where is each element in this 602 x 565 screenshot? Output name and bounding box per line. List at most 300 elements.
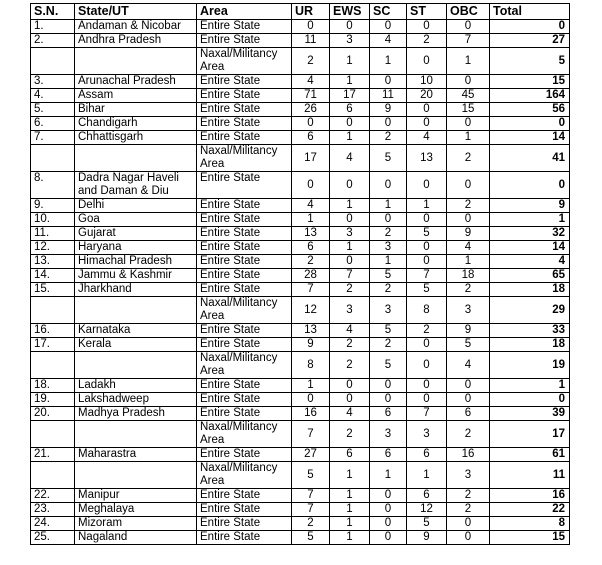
cell-sn: 6. [31, 117, 75, 131]
cell-ews: 2 [330, 338, 370, 352]
cell-st: 0 [407, 338, 447, 352]
cell-ews: 3 [330, 34, 370, 48]
cell-total: 22 [490, 503, 570, 517]
table-row [31, 20, 570, 34]
cell-sc: 0 [370, 75, 407, 89]
cell-ews: 2 [330, 283, 370, 297]
cell-sn: 7. [31, 131, 75, 145]
cell-state: Goa [75, 213, 197, 227]
cell-state: Assam [75, 89, 197, 103]
cell-state: Karnataka [75, 324, 197, 338]
header-ur: UR [292, 4, 330, 20]
cell-sc: 3 [370, 297, 407, 324]
cell-st: 20 [407, 89, 447, 103]
cell-sc: 11 [370, 89, 407, 103]
table-row [31, 172, 570, 199]
cell-st: 5 [407, 283, 447, 297]
cell-area: Entire State [197, 89, 292, 103]
table-row [31, 297, 570, 324]
cell-st: 0 [407, 241, 447, 255]
cell-sc: 0 [370, 172, 407, 199]
table-row [31, 448, 570, 462]
cell-area: Entire State [197, 338, 292, 352]
table-row [31, 48, 570, 75]
cell-area: Naxal/Militancy Area [197, 48, 292, 75]
cell-state: Jammu & Kashmir [75, 269, 197, 283]
cell-area: Entire State [197, 34, 292, 48]
cell-area: Entire State [197, 379, 292, 393]
table-row [31, 269, 570, 283]
cell-ur: 7 [292, 283, 330, 297]
cell-sc: 3 [370, 241, 407, 255]
cell-ur: 0 [292, 117, 330, 131]
cell-ews: 0 [330, 255, 370, 269]
cell-ews: 1 [330, 462, 370, 489]
table-row [31, 199, 570, 213]
cell-sc: 0 [370, 393, 407, 407]
cell-st: 2 [407, 34, 447, 48]
cell-state: Maharastra [75, 448, 197, 462]
cell-ur: 13 [292, 227, 330, 241]
cell-ews: 1 [330, 517, 370, 531]
cell-sn [31, 352, 75, 379]
table-row [31, 75, 570, 89]
cell-state: Dadra Nagar Haveli and Daman & Diu [75, 172, 197, 199]
cell-sc: 3 [370, 421, 407, 448]
cell-total: 29 [490, 297, 570, 324]
cell-state: Haryana [75, 241, 197, 255]
cell-state: Gujarat [75, 227, 197, 241]
cell-obc: 9 [447, 324, 490, 338]
cell-sc: 0 [370, 503, 407, 517]
cell-ews: 7 [330, 269, 370, 283]
cell-area: Entire State [197, 227, 292, 241]
cell-ur: 1 [292, 379, 330, 393]
cell-total: 0 [490, 20, 570, 34]
cell-obc: 0 [447, 75, 490, 89]
cell-total: 0 [490, 393, 570, 407]
cell-area: Entire State [197, 489, 292, 503]
cell-sn: 18. [31, 379, 75, 393]
cell-sn: 25. [31, 531, 75, 545]
cell-ur: 7 [292, 489, 330, 503]
cell-sn: 3. [31, 75, 75, 89]
cell-obc: 16 [447, 448, 490, 462]
cell-ur: 8 [292, 352, 330, 379]
cell-total: 41 [490, 145, 570, 172]
cell-total: 39 [490, 407, 570, 421]
cell-obc: 4 [447, 241, 490, 255]
cell-ur: 4 [292, 75, 330, 89]
cell-ur: 5 [292, 462, 330, 489]
cell-ews: 1 [330, 489, 370, 503]
cell-ur: 0 [292, 172, 330, 199]
cell-total: 27 [490, 34, 570, 48]
cell-total: 8 [490, 517, 570, 531]
cell-state: Andhra Pradesh [75, 34, 197, 48]
table-row [31, 241, 570, 255]
cell-st: 6 [407, 489, 447, 503]
cell-ews: 1 [330, 241, 370, 255]
cell-ur: 26 [292, 103, 330, 117]
table-row [31, 379, 570, 393]
cell-state: Jharkhand [75, 283, 197, 297]
cell-st: 3 [407, 421, 447, 448]
cell-st: 0 [407, 213, 447, 227]
cell-obc: 0 [447, 517, 490, 531]
cell-ews: 1 [330, 531, 370, 545]
cell-ur: 6 [292, 241, 330, 255]
cell-obc: 45 [447, 89, 490, 103]
cell-area: Entire State [197, 324, 292, 338]
cell-sn [31, 48, 75, 75]
cell-state: Meghalaya [75, 503, 197, 517]
cell-sn: 8. [31, 172, 75, 199]
cell-state: Andaman & Nicobar [75, 20, 197, 34]
cell-sn: 11. [31, 227, 75, 241]
header-state: State/UT [75, 4, 197, 20]
cell-sn: 24. [31, 517, 75, 531]
cell-area: Entire State [197, 20, 292, 34]
cell-st: 13 [407, 145, 447, 172]
cell-sc: 6 [370, 448, 407, 462]
cell-total: 4 [490, 255, 570, 269]
cell-sn [31, 421, 75, 448]
cell-state: Chhattisgarh [75, 131, 197, 145]
cell-state [75, 421, 197, 448]
cell-total: 18 [490, 338, 570, 352]
cell-sc: 5 [370, 352, 407, 379]
header-obc: OBC [447, 4, 490, 20]
cell-ews: 0 [330, 20, 370, 34]
cell-total: 61 [490, 448, 570, 462]
cell-sc: 2 [370, 338, 407, 352]
cell-ur: 5 [292, 531, 330, 545]
cell-total: 1 [490, 379, 570, 393]
cell-ews: 3 [330, 227, 370, 241]
cell-ur: 12 [292, 297, 330, 324]
cell-area: Entire State [197, 103, 292, 117]
cell-sc: 2 [370, 283, 407, 297]
cell-ews: 0 [330, 393, 370, 407]
cell-area: Entire State [197, 241, 292, 255]
cell-obc: 0 [447, 117, 490, 131]
cell-state: Lakshadweep [75, 393, 197, 407]
table-row [31, 213, 570, 227]
cell-st: 0 [407, 48, 447, 75]
cell-obc: 2 [447, 283, 490, 297]
cell-sc: 5 [370, 145, 407, 172]
cell-ews: 4 [330, 407, 370, 421]
table-row [31, 421, 570, 448]
cell-area: Entire State [197, 172, 292, 199]
header-row [31, 4, 570, 20]
cell-ews: 2 [330, 421, 370, 448]
table-row [31, 324, 570, 338]
table-row [31, 531, 570, 545]
cell-area: Entire State [197, 283, 292, 297]
cell-obc: 2 [447, 199, 490, 213]
table-row [31, 103, 570, 117]
cell-obc: 2 [447, 421, 490, 448]
cell-st: 0 [407, 20, 447, 34]
cell-ews: 0 [330, 117, 370, 131]
cell-ur: 17 [292, 145, 330, 172]
cell-ews: 2 [330, 352, 370, 379]
cell-ur: 0 [292, 393, 330, 407]
table-row [31, 352, 570, 379]
cell-total: 32 [490, 227, 570, 241]
cell-ews: 0 [330, 379, 370, 393]
cell-obc: 2 [447, 489, 490, 503]
cell-total: 16 [490, 489, 570, 503]
cell-sn: 19. [31, 393, 75, 407]
cell-total: 14 [490, 131, 570, 145]
cell-sn [31, 297, 75, 324]
table-row [31, 131, 570, 145]
header-st: ST [407, 4, 447, 20]
cell-area: Entire State [197, 531, 292, 545]
cell-area: Entire State [197, 503, 292, 517]
cell-ur: 7 [292, 421, 330, 448]
cell-sn: 12. [31, 241, 75, 255]
cell-sc: 0 [370, 20, 407, 34]
table-row [31, 407, 570, 421]
cell-ews: 6 [330, 103, 370, 117]
cell-ews: 0 [330, 172, 370, 199]
cell-st: 12 [407, 503, 447, 517]
cell-total: 9 [490, 199, 570, 213]
cell-sc: 4 [370, 34, 407, 48]
cell-obc: 7 [447, 34, 490, 48]
cell-st: 1 [407, 462, 447, 489]
cell-ews: 1 [330, 131, 370, 145]
cell-area: Entire State [197, 199, 292, 213]
header-ews: EWS [330, 4, 370, 20]
cell-obc: 3 [447, 462, 490, 489]
cell-sc: 5 [370, 324, 407, 338]
cell-st: 2 [407, 324, 447, 338]
cell-ur: 13 [292, 324, 330, 338]
cell-sn: 14. [31, 269, 75, 283]
cell-state: Arunachal Pradesh [75, 75, 197, 89]
cell-total: 19 [490, 352, 570, 379]
table-row [31, 489, 570, 503]
cell-st: 7 [407, 269, 447, 283]
cell-ur: 0 [292, 20, 330, 34]
cell-ews: 1 [330, 48, 370, 75]
cell-ews: 17 [330, 89, 370, 103]
cell-ur: 11 [292, 34, 330, 48]
cell-total: 0 [490, 117, 570, 131]
table-row [31, 462, 570, 489]
cell-ur: 7 [292, 503, 330, 517]
cell-ur: 2 [292, 255, 330, 269]
cell-area: Naxal/Militancy Area [197, 297, 292, 324]
cell-st: 0 [407, 393, 447, 407]
cell-state: Madhya Pradesh [75, 407, 197, 421]
cell-obc: 0 [447, 213, 490, 227]
cell-total: 14 [490, 241, 570, 255]
cell-sn: 15. [31, 283, 75, 297]
cell-obc: 9 [447, 227, 490, 241]
cell-sc: 6 [370, 407, 407, 421]
cell-sc: 1 [370, 255, 407, 269]
cell-st: 10 [407, 75, 447, 89]
cell-ur: 2 [292, 517, 330, 531]
cell-sn [31, 462, 75, 489]
cell-st: 6 [407, 448, 447, 462]
cell-st: 0 [407, 352, 447, 379]
cell-area: Naxal/Militancy Area [197, 352, 292, 379]
cell-sn: 13. [31, 255, 75, 269]
cell-ur: 28 [292, 269, 330, 283]
table-row [31, 227, 570, 241]
cell-ews: 0 [330, 213, 370, 227]
cell-sn: 1. [31, 20, 75, 34]
cell-obc: 1 [447, 131, 490, 145]
header-sn: S.N. [31, 4, 75, 20]
cell-sc: 0 [370, 517, 407, 531]
cell-area: Entire State [197, 269, 292, 283]
cell-sc: 0 [370, 379, 407, 393]
cell-state: Himachal Pradesh [75, 255, 197, 269]
cell-state [75, 297, 197, 324]
table-row [31, 503, 570, 517]
cell-obc: 3 [447, 297, 490, 324]
cell-sc: 0 [370, 531, 407, 545]
table-row [31, 89, 570, 103]
cell-sc: 1 [370, 462, 407, 489]
cell-ur: 16 [292, 407, 330, 421]
cell-total: 65 [490, 269, 570, 283]
cell-st: 0 [407, 172, 447, 199]
cell-total: 5 [490, 48, 570, 75]
cell-st: 4 [407, 131, 447, 145]
cell-sn: 9. [31, 199, 75, 213]
cell-obc: 2 [447, 503, 490, 517]
cell-sc: 5 [370, 269, 407, 283]
table-row [31, 393, 570, 407]
cell-obc: 1 [447, 255, 490, 269]
cell-st: 9 [407, 531, 447, 545]
cell-sn: 22. [31, 489, 75, 503]
cell-sc: 2 [370, 131, 407, 145]
cell-ur: 27 [292, 448, 330, 462]
cell-state [75, 48, 197, 75]
cell-st: 5 [407, 517, 447, 531]
cell-sn [31, 145, 75, 172]
cell-state: Mizoram [75, 517, 197, 531]
cell-sn: 2. [31, 34, 75, 48]
cell-sn: 20. [31, 407, 75, 421]
cell-st: 0 [407, 117, 447, 131]
cell-ur: 71 [292, 89, 330, 103]
cell-state: Manipur [75, 489, 197, 503]
cell-sn: 5. [31, 103, 75, 117]
cell-st: 7 [407, 407, 447, 421]
cell-area: Entire State [197, 213, 292, 227]
header-sc: SC [370, 4, 407, 20]
cell-ews: 1 [330, 199, 370, 213]
cell-ews: 1 [330, 75, 370, 89]
cell-obc: 1 [447, 48, 490, 75]
cell-area: Entire State [197, 517, 292, 531]
vacancy-table [30, 3, 570, 545]
cell-st: 0 [407, 255, 447, 269]
cell-sn: 16. [31, 324, 75, 338]
cell-ur: 1 [292, 213, 330, 227]
table-row [31, 255, 570, 269]
cell-ur: 4 [292, 199, 330, 213]
cell-obc: 6 [447, 407, 490, 421]
cell-area: Entire State [197, 407, 292, 421]
cell-obc: 0 [447, 393, 490, 407]
cell-state: Ladakh [75, 379, 197, 393]
cell-state: Kerala [75, 338, 197, 352]
cell-total: 56 [490, 103, 570, 117]
cell-sn: 21. [31, 448, 75, 462]
cell-ur: 9 [292, 338, 330, 352]
cell-sn: 4. [31, 89, 75, 103]
cell-state: Bihar [75, 103, 197, 117]
cell-area: Entire State [197, 75, 292, 89]
cell-total: 11 [490, 462, 570, 489]
table-row [31, 517, 570, 531]
cell-sc: 0 [370, 117, 407, 131]
cell-obc: 0 [447, 379, 490, 393]
cell-st: 1 [407, 199, 447, 213]
header-area: Area [197, 4, 292, 20]
table-row [31, 145, 570, 172]
cell-obc: 5 [447, 338, 490, 352]
cell-total: 18 [490, 283, 570, 297]
cell-state [75, 462, 197, 489]
cell-sc: 1 [370, 48, 407, 75]
cell-sc: 2 [370, 227, 407, 241]
cell-ur: 2 [292, 48, 330, 75]
cell-ews: 4 [330, 145, 370, 172]
cell-sc: 9 [370, 103, 407, 117]
cell-sn: 23. [31, 503, 75, 517]
cell-st: 0 [407, 379, 447, 393]
cell-total: 17 [490, 421, 570, 448]
cell-ews: 6 [330, 448, 370, 462]
cell-area: Entire State [197, 448, 292, 462]
cell-obc: 2 [447, 145, 490, 172]
cell-obc: 0 [447, 20, 490, 34]
cell-obc: 0 [447, 172, 490, 199]
cell-obc: 0 [447, 531, 490, 545]
cell-sc: 0 [370, 489, 407, 503]
cell-state: Chandigarh [75, 117, 197, 131]
cell-total: 164 [490, 89, 570, 103]
table-row [31, 117, 570, 131]
cell-state [75, 352, 197, 379]
cell-ews: 1 [330, 503, 370, 517]
cell-area: Entire State [197, 393, 292, 407]
cell-area: Entire State [197, 117, 292, 131]
cell-area: Entire State [197, 255, 292, 269]
cell-ur: 6 [292, 131, 330, 145]
cell-total: 33 [490, 324, 570, 338]
cell-state: Delhi [75, 199, 197, 213]
cell-total: 0 [490, 172, 570, 199]
cell-st: 5 [407, 227, 447, 241]
cell-obc: 4 [447, 352, 490, 379]
cell-sc: 1 [370, 199, 407, 213]
header-total: Total [490, 4, 570, 20]
